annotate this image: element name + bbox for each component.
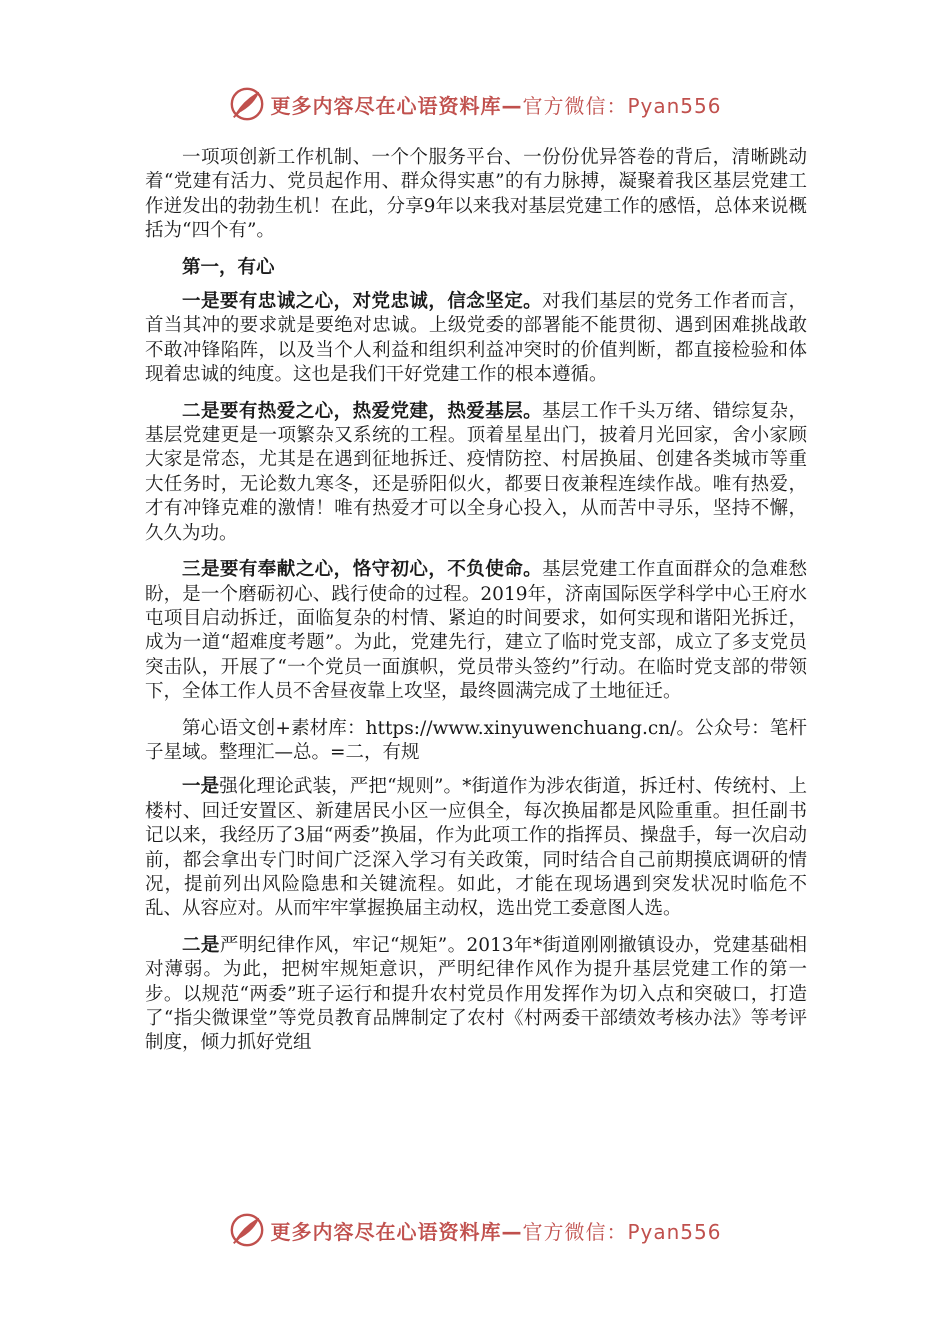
body-discipline: 严明纪律作风，牢记“规矩”。2013年*街道刚刚撤镇设办，党建基础相对薄弱。为此，把树牢规矩意识，严明纪律作风作为提升基层党建工作的第一步。以规范“两委”班子运行和提升农村党员作用发挥作为切入点和突破口，打造了“指尖微课堂”等党员教育品牌制定了农村《村两委干部绩效考核办法》等考评制度，倾力抓好党组: [145, 934, 807, 1054]
lead-passion: 二是要有热爱之心，热爱党建，热爱基层。: [182, 400, 543, 422]
document-body: [145, 146, 807, 1068]
footer-banner: [0, 1210, 950, 1250]
section-heading-1: 第一，有心: [182, 256, 275, 278]
quill-logo-icon: [228, 1211, 266, 1249]
lead-loyalty: 一是要有忠诚之心，对党忠诚，信念坚定。: [182, 291, 543, 313]
paragraph-loyalty: [145, 290, 807, 388]
body-dedication: 基层党建工作直面群众的急难愁盼，是一个磨砺初心、践行使命的过程。2019年，济南国际医学科学中心王府水屯项目启动拆迁，面临复杂的村情、紧迫的时间要求，如何实现和谐阳光拆迁，成为一道“超难度考题”。为此，党建先行，建立了临时党支部，成立了多支党员突击队，开展了“一个党员一面旗帜，党员带头签约”行动。在临时党支部的带领下，全体工作人员不舍昼夜靠上攻坚，最终圆满完成了土地征迁。: [145, 559, 807, 703]
paragraph-rules: [145, 775, 807, 921]
paragraph-passion: [145, 400, 807, 546]
paragraph-source-note: 第心语文创+素材库：https://www.xinyuwenchuang.cn/。公众号：笔杆子星域。整理汇—总。=二，有规: [145, 717, 807, 763]
banner-wechat: 官方微信：Pyan556: [522, 93, 722, 118]
lead-discipline: 二是: [182, 934, 220, 956]
body-loyalty: 对我们基层的党务工作者而言，首当其冲的要求就是要绝对忠诚。上级党委的部署能不能贯彻、遇到困难挑战敢不敢冲锋陷阵，以及当个人利益和组织利益冲突时的价值判断，都直接检验和体现着忠诚的纯度。这也是我们干好党建工作的根本遵循。: [145, 291, 807, 386]
body-rules: 强化理论武装，严把“规则”。*街道作为涉农街道，拆迁村、传统村、上楼村、回迁安置区、新建居民小区一应俱全，每次换届都是风险重重。担任副书记以来，我经历了3届“两委”换届，作为此项工作的指挥员、操盘手，每一次启动前，都会拿出专门时间广泛深入学习有关政策，同时结合自己前期摸底调研的情况，提前列出风险隐患和关键流程。如此，才能在现场遇到突发状况时临危不乱、从容应对。从而牢牢掌握换届主动权，选出党工委意图人选。: [145, 776, 807, 920]
paragraph-dedication: [145, 558, 807, 704]
paragraph-intro: 一项项创新工作机制、一个个服务平台、一份份优异答卷的背后，清晰跳动着“党建有活力、党员起作用、群众得实惠”的有力脉搏，凝聚着我区基层党建工作迸发出的勃勃生机！在此，分享9年以来我对基层党建工作的感悟，总体来说概括为“四个有”。: [145, 147, 807, 242]
banner-text: 更多内容尽在心语资料库—: [270, 1219, 523, 1244]
banner-text: 更多内容尽在心语资料库—: [270, 93, 523, 118]
paragraph-discipline: [145, 934, 807, 1056]
quill-logo-icon: [228, 85, 266, 123]
lead-rules: 一是: [182, 776, 220, 798]
lead-dedication: 三是要有奉献之心，恪守初心，不负使命。: [182, 559, 543, 581]
body-passion: 基层工作千头万绪、错综复杂，基层党建更是一项繁杂又系统的工程。顶着星星出门，披着月光回家，舍小家顾大家是常态，尤其是在遇到征地拆迁、疫情防控、村居换届、创建各类城市等重大任务时，无论数九寒冬，还是骄阳似火，都要日夜兼程连续作战。唯有热爱，才有冲锋克难的激情！唯有热爱才可以全身心投入，从而苦中寻乐，坚持不懈，久久为功。: [145, 400, 807, 544]
header-banner: [0, 84, 950, 124]
banner-wechat: 官方微信：Pyan556: [522, 1219, 722, 1244]
